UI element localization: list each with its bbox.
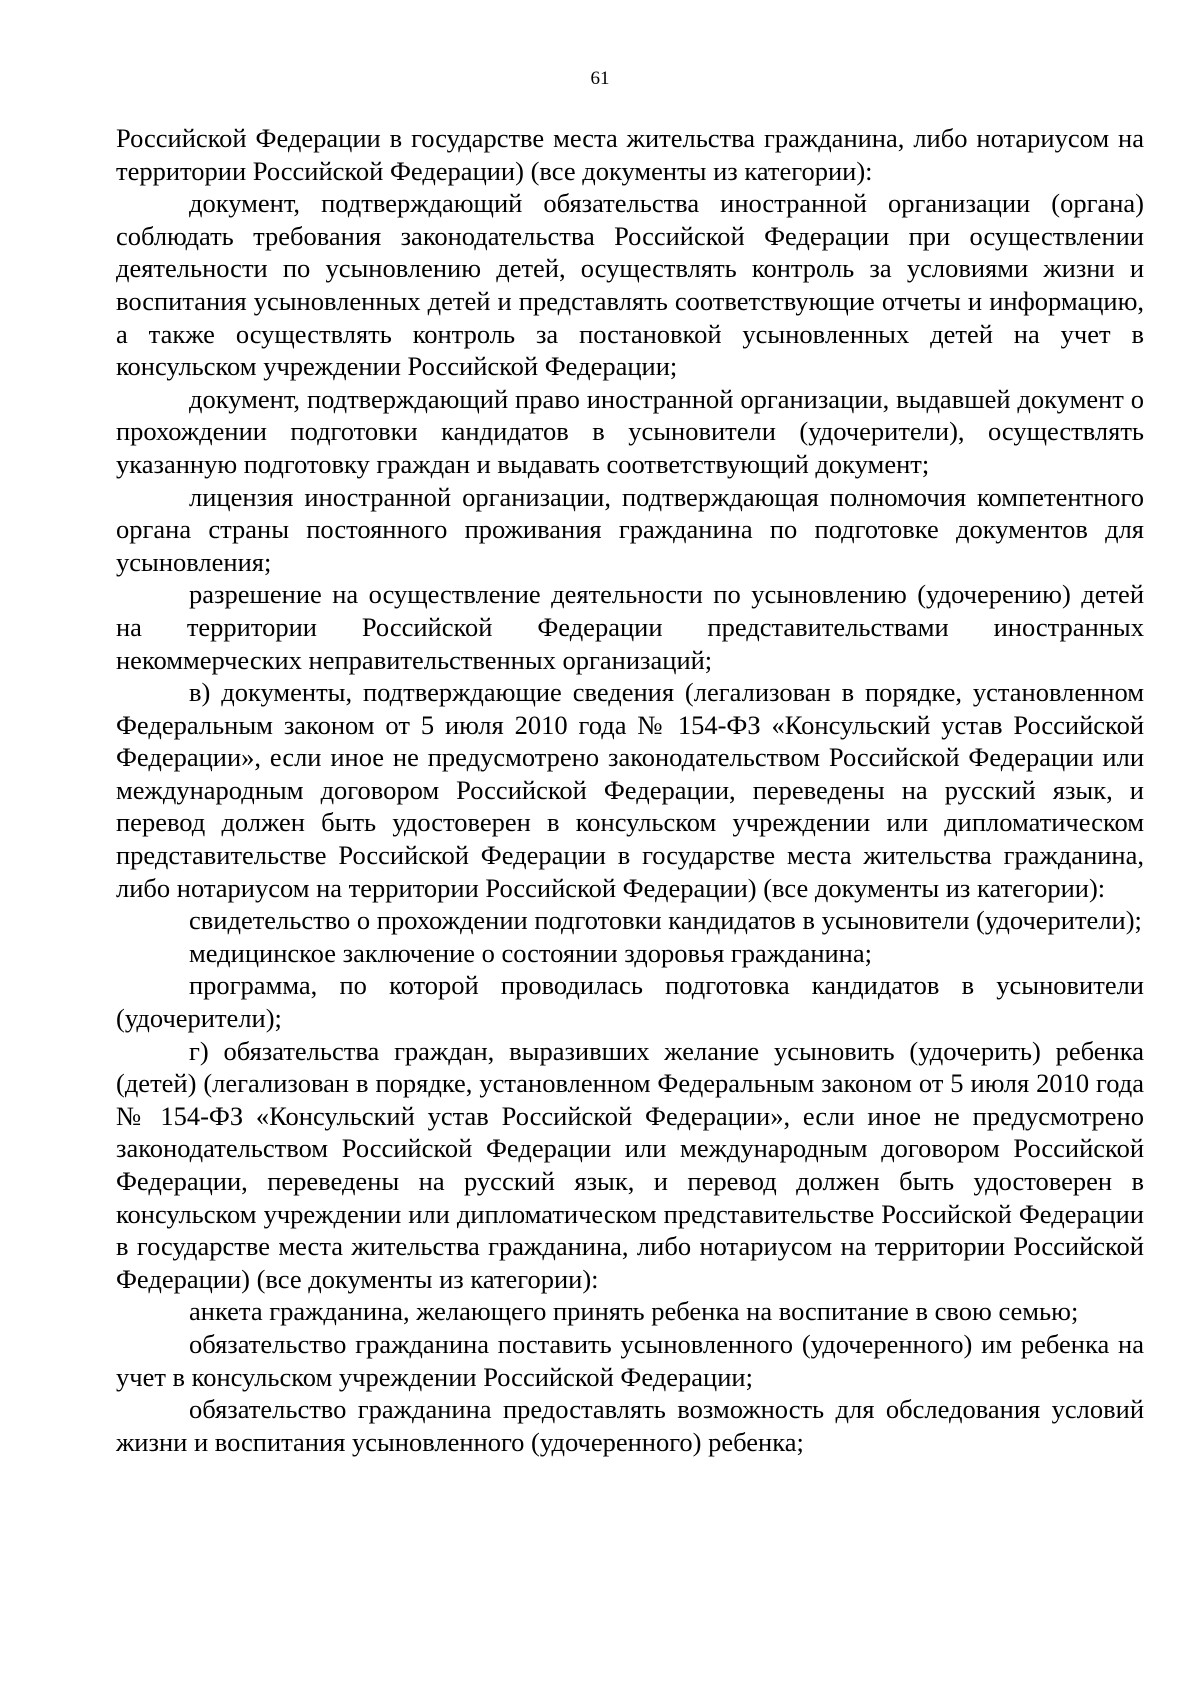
paragraph-training-certificate: свидетельство о прохождении подготовки кандидатов в усыновители (удочерители);	[189, 905, 1142, 936]
paragraph-continuation: Российской Федерации в государстве места жительства гражданина, либо нотариусом на территории Российской Федерации) (все документы из категории):	[116, 123, 1144, 186]
paragraph-training-right-document: документ, подтверждающий право иностранной организации, выдавшей документ о прохождении подготовки кандидатов в усыновители (удочерители), осуществлять указанную подготовку граждан и выдавать соответствующий документ;	[116, 383, 1144, 479]
paragraph-item-v: в) документы, подтверждающие сведения (легализован в порядке, установленном Федеральным законом от 5 июля 2010 года № 154-ФЗ «Консульский устав Российской Федерации», если иное не предусмотрено законодательством Российской Федерации или международным договором Российской Федерации, переведены на русский язык, и перевод должен быть удостоверен в консульском учреждении или дипломатическом представительстве Российской Федерации в государстве места жительства гражданина, либо нотариусом на территории Российской Федерации) (все документы из категории):	[116, 677, 1144, 903]
paragraph-questionnaire: анкета гражданина, желающего принять ребенка на воспитание в свою семью;	[189, 1296, 1079, 1327]
paragraph-registration-obligation: обязательство гражданина поставить усыновленного (удочеренного) им ребенка на учет в консульском учреждении Российской Федерации;	[116, 1328, 1144, 1392]
paragraph-permit: разрешение на осуществление деятельности по усыновлению (удочерению) детей на территории Российской Федерации представительствами иностранных некоммерческих неправительственных организаций;	[116, 579, 1144, 675]
paragraph-training-program: программа, по которой проводилась подготовка кандидатов в усыновители (удочерители);	[116, 970, 1144, 1034]
paragraph-obligation-document: документ, подтверждающий обязательства иностранной организации (органа) соблюдать требования законодательства Российской Федерации при осуществлении деятельности по усыновлению детей, осуществлять контроль за условиями жизни и воспитания усыновленных детей и представлять соответствующие отчеты и информацию, а также осуществлять контроль за постановкой усыновленных детей на учет в консульском учреждении Российской Федерации;	[116, 188, 1144, 382]
paragraph-license: лицензия иностранной организации, подтверждающая полномочия компетентного органа страны постоянного проживания гражданина по подготовке документов для усыновления;	[116, 481, 1144, 577]
paragraph-medical-report: медицинское заключение о состоянии здоровья гражданина;	[189, 937, 872, 968]
paragraph-inspection-obligation: обязательство гражданина предоставлять возможность для обследования условий жизни и воспитания усыновленного (удочеренного) ребенка;	[116, 1394, 1144, 1457]
page-number: 61	[590, 68, 610, 89]
document-body	[116, 122, 1144, 1458]
paragraph-item-g: г) обязательства граждан, выразивших желание усыновить (удочерить) ребенка (детей) (легализован в порядке, установленном Федеральным законом от 5 июля 2010 года № 154-ФЗ «Консульский устав Российской Федерации», если иное не предусмотрено законодательством Российской Федерации или международным договором Российской Федерации, переведены на русский язык, и перевод должен быть удостоверен в консульском учреждении или дипломатическом представительстве Российской Федерации в государстве места жительства гражданина, либо нотариусом на территории Российской Федерации) (все документы из категории):	[116, 1035, 1144, 1294]
